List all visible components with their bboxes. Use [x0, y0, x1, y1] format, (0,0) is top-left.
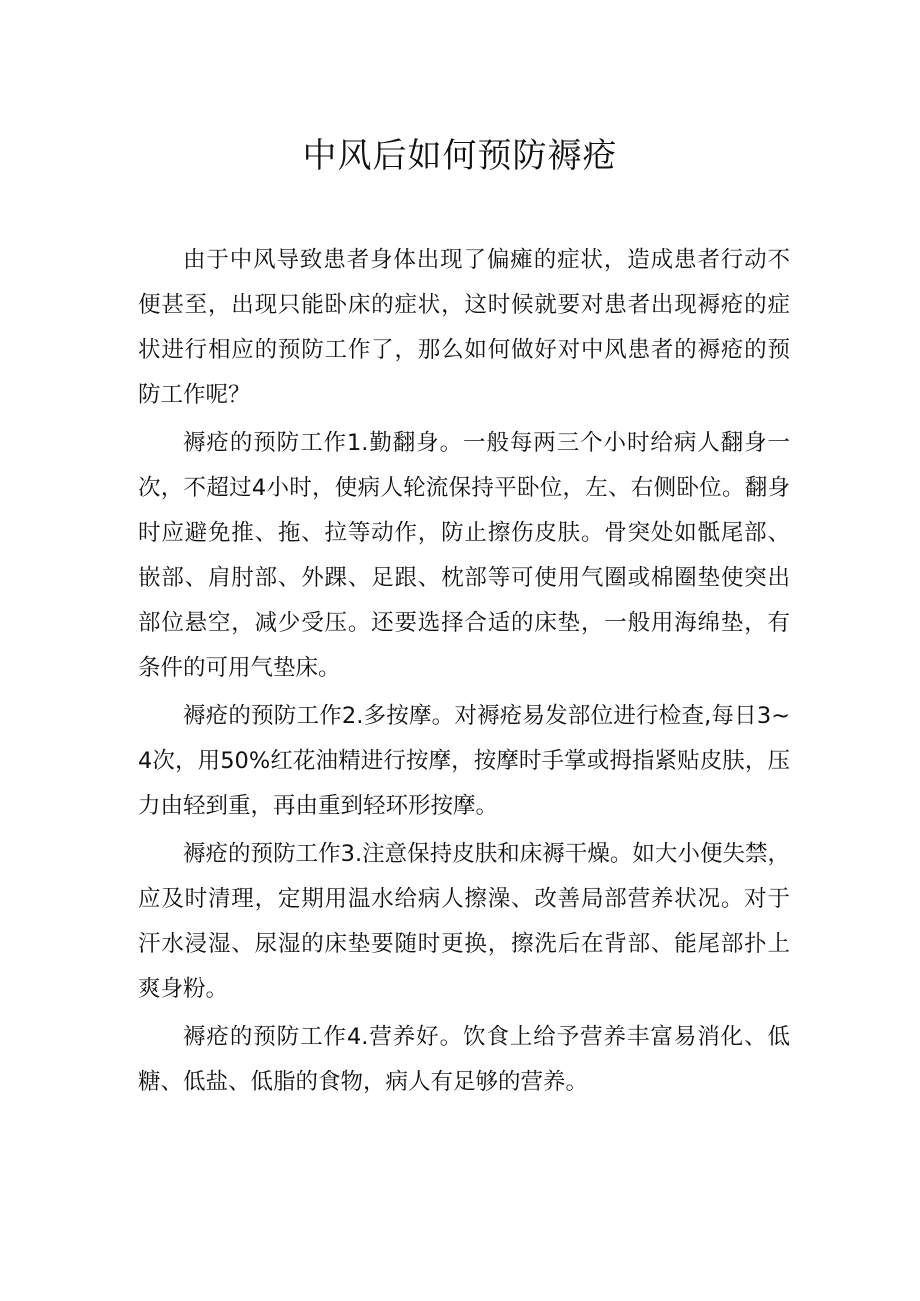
document-title: 中风后如何预防褥疮: [302, 136, 618, 176]
paragraph-nutrition: 褥疮的预防工作4.营养好。饮食上给予营养丰富易消化、低糖、低盐、低脂的食物，病人有足够的营养。: [138, 1024, 790, 1095]
paragraph-keep-dry: 褥疮的预防工作3.注意保持皮肤和床褥干燥。如大小便失禁，应及时清理，定期用温水给病人擦澡、改善局部营养状况。对于汗水浸湿、尿湿的床垫要随时更换，擦洗后在背部、能尾部扑上爽身粉。: [138, 841, 790, 1002]
paragraph-turn-over: 褥疮的预防工作1.勤翻身。一般每两三个小时给病人翻身一次，不超过4小时，使病人轮流保持平卧位，左、右侧卧位。翻身时应避免推、拖、拉等动作，防止擦伤皮肤。骨突处如骶尾部、嵌部、肩肘部、外踝、足跟、枕部等可使用气圈或棉圈垫使突出部位悬空，减少受压。还要选择合适的床垫，一般用海绵垫，有条件的可用气垫床。: [138, 430, 790, 681]
paragraph-massage: 褥疮的预防工作2.多按摩。对褥疮易发部位进行检查,每日3~4次，用50%红花油精进行按摩，按摩时手掌或拇指紧贴皮肤，压力由轻到重，再由重到轻环形按摩。: [138, 703, 790, 819]
paragraph-intro: 由于中风导致患者身体出现了偏瘫的症状，造成患者行动不便甚至，出现只能卧床的症状，这时候就要对患者出现褥疮的症状进行相应的预防工作了，那么如何做好对中风患者的褥疮的预防工作呢？: [138, 247, 790, 408]
document-body: [138, 238, 790, 1108]
